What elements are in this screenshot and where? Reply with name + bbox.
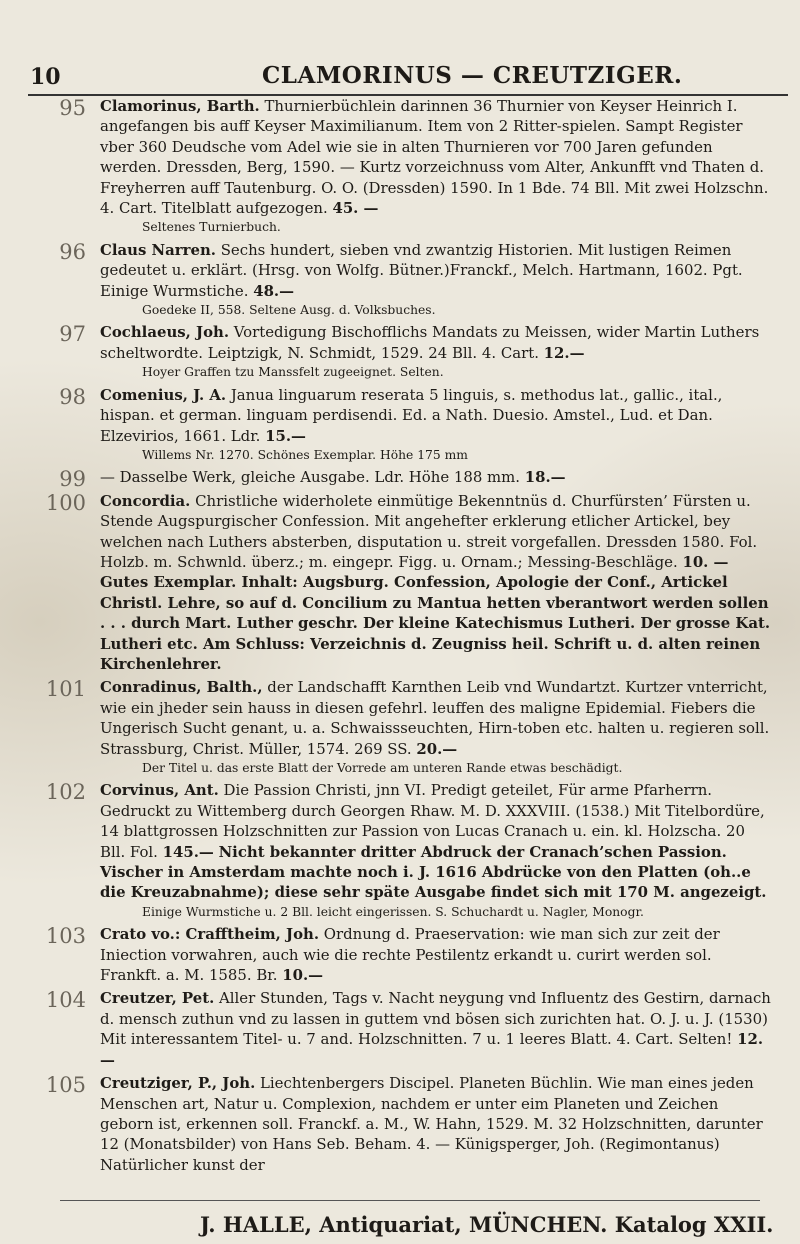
running-head: CLAMORINUS — CREUTZIGER. (262, 62, 683, 89)
entry-description: Nicht bekannter dritter Abdruck der Cranach’schen Passion. Vischer in Amsterdam machte noch i. J. 1616 Abdrücke von den Platten (oh..e die Kreuzabnahme); diese sehr späte Ausgabe findet sich mit 170 M. angezeigt. (100, 842, 767, 902)
entry-number: 97 (59, 322, 86, 347)
catalog-entry (0, 96, 800, 237)
footer-rule (60, 1200, 760, 1201)
entry-body (100, 491, 772, 675)
entry-body (100, 924, 772, 985)
entry-title: Ordnung d. Praeservation: wie man sich zur zeit der Iniection vorwahren, auch wie die rechte Pestilentz erkandt u. curirt werden sol. Frankft. a. M. 1585. Br. (100, 925, 720, 985)
catalog-entry (0, 677, 800, 777)
entry-title: Die Passion Christi, jnn VI. Predigt geteilet, Für arme Pfarherrn. Gedruckt zu Wittemberg durch Georgen Rhaw. M. D. XXXVIII. (1538.) Mit Titelbordüre, 14 blattgrossen Holzschnitten zur Passion von Lucas Cranach u. ein. kl. Holzscha. 20 Bll. Fol. (100, 781, 765, 861)
entry-author: Comenius, J. A. (100, 385, 227, 404)
entry-body (100, 96, 772, 218)
entry-author: Claus Narren. (100, 240, 216, 259)
entry-body (100, 240, 772, 301)
entry-list (0, 96, 800, 1178)
entry-note: Hoyer Graffen tzu Manssfelt zugeeignet. Selten. (142, 365, 444, 380)
entry-number: 95 (59, 96, 86, 120)
catalog-entry (0, 988, 800, 1070)
entry-title: der Landschafft Karnthen Leib vnd Wundartzt. Kurtzer vnterricht, wie ein jheder sein hauss in diesen gefehrl. leuffen des maligne Epidemial. Fiebers die Ungerisch Sucht genant, u. a. Schwaissseuchten, Hirn-toben etc. halten u. regieren soll. Strassburg, Christ. Müller, 1574. 269 SS. (100, 678, 770, 758)
entry-note: Goedeke II, 558. Seltene Ausg. d. Volksbuches. (142, 303, 436, 318)
entry-number: 99 (59, 467, 86, 492)
entry-price: 145.— (162, 842, 214, 861)
entry-number: 96 (59, 239, 86, 264)
entry-price: 18.— (524, 468, 566, 487)
catalog-entry (0, 240, 800, 320)
entry-number: 98 (59, 384, 86, 409)
entry-title: Christliche widerholete einmütige Bekenntnüs d. Churfürsten’ Fürsten u. Stende Augspurgischer Confession. Mit angehefter erklerung etlicher Artickel, bey welchen nach Luthers absterben, disputation u. streit vorgefallen. Dressden 1580. Fol. Holzb. m. Schwnld. überz.; m. eingepr. Figg. u. Ornam.; Messing-Beschläge. (100, 491, 758, 571)
entry-body (100, 467, 772, 487)
entry-author: Corvinus, Ant. (100, 781, 219, 800)
entry-title: Thurnierbüchlein darinnen 36 Thurnier von Keyser Heinrich I. angefangen bis auff Keyser Maximilianum. Item von 2 Ritter-spielen. Sampt Register vber 360 Deudsche vom Adel wie sie in alten Thurnieren vor 700 Jaren gefunden werden. Dressden, Berg, 1590. — Kurtz vorzeichnuss vom Alter, Ankunfft vnd Thaten d. Freyherren auff Tautenburg. O. O. (Dressden) 1590. In 1 Bde. 74 Bll. Mit zwei Holzschn. 4. Cart. Titelblatt aufgezogen. (100, 97, 769, 218)
page-footer (0, 1198, 800, 1244)
entry-price: 48.— (253, 281, 294, 300)
entry-title: Vortedigung Bischofflichs Mandats zu Meissen, wider Martin Luthers scheltwordte. Leiptzigk, N. Schmidt, 1529. 24 Bll. 4. Cart. (100, 323, 760, 362)
entry-title: Janua linguarum reserata 5 linguis, s. methodus lat., gallic., ital., hispan. et german. linguam perdisendi. Ed. a Nath. Duesio. Amstel., Lud. et Dan. Elzevirios, 1661. Ldr. (100, 385, 723, 445)
entry-number: 102 (45, 780, 86, 805)
entry-body (100, 780, 772, 902)
entry-title: Aller Stunden, Tags v. Nacht neygung vnd Influentz des Gestirn, darnach d. mensch zuthun vnd zu lassen in guttem vnd bösen sich zurichten hat. O. J. u. J. (1530) Mit interessantem Titel- u. 7 and. Holzschnitten. 7 u. 1 leeres Blatt. 4. Cart. Selten! (100, 989, 771, 1049)
catalog-entry (0, 385, 800, 465)
entry-author: Cochlaeus, Joh. (100, 323, 230, 342)
catalog-entry (0, 924, 800, 985)
entry-number: 105 (45, 1073, 86, 1098)
entry-body (100, 677, 772, 759)
entry-price: 10. — (682, 552, 729, 571)
entry-title: Sechs hundert, sieben vnd zwantzig Historien. Mit lustigen Reimen gedeutet u. erklärt. (Hrsg. von Wolfg. Bütner.)Franckf., Melch. Hartmann, 1602. Pgt. Einige Wurmstiche. (100, 240, 743, 300)
entry-number: 103 (45, 924, 86, 949)
entry-body (100, 988, 772, 1070)
page-header (0, 6, 800, 90)
entry-body (100, 1073, 772, 1175)
entry-number: 100 (45, 490, 86, 515)
entry-body (100, 322, 772, 363)
entry-note: Seltenes Turnierbuch. (142, 220, 281, 235)
page-number: 10 (30, 64, 61, 90)
entry-price: 20.— (416, 739, 458, 758)
entry-description: Gutes Exemplar. Inhalt: Augsburg. Confession, Apologie der Conf., Artickel Christl. Lehre, so auf d. Concilium zu Mantua hetten vberantwort werden sollen . . . durch Mart. Luther geschr. Der kleine Katechismus Lutheri. Der grosse Kat. Lutheri etc. Am Schluss: Verzeichnis d. Zeugniss heil. Schrift u. d. alten reinen Kirchenlehrer. (100, 573, 771, 673)
catalog-entry (0, 491, 800, 675)
entry-note: Willems Nr. 1270. Schönes Exemplar. Höhe 175 mm (142, 447, 468, 462)
catalog-entry (0, 467, 800, 492)
entry-note: Einige Wurmstiche u. 2 Bll. leicht eingerissen. S. Schuchardt u. Nagler, Monogr. (142, 904, 644, 919)
entry-price: 45. — (332, 199, 379, 218)
catalog-entry (0, 1073, 800, 1175)
catalog-entry (0, 780, 800, 921)
entry-number: 104 (45, 988, 86, 1013)
entry-price: 12.— (100, 1030, 764, 1069)
catalog-entry (0, 322, 800, 381)
entry-title: Liechtenbergers Discipel. Planeten Büchlin. Wie man eines jeden Menschen art, Natur u. Complexion, nachdem er unter eim Planeten und Zeichen geborn ist, erkennen soll. Franckf. a. M., W. Hahn, 1529. M. 32 Holzschnitten, darunter 12 (Monatsbilder) von Hans Seb. Beham. 4. — Künigsperger, Joh. (Regimontanus) Natürlicher kunst der (100, 1074, 763, 1174)
entry-price: 12.— (543, 343, 585, 362)
entry-number: 101 (45, 677, 86, 702)
entry-author: Crato vo.: Crafftheim, Joh. (100, 925, 320, 944)
entry-author: Clamorinus, Barth. (100, 97, 260, 115)
entry-body (100, 385, 772, 446)
entry-price: 10.— (282, 966, 324, 985)
entry-author: Creutziger, P., Joh. (100, 1074, 256, 1093)
entry-author: Creutzer, Pet. (100, 989, 215, 1008)
entry-title: — Dasselbe Werk, gleiche Ausgabe. Ldr. Höhe 188 mm. (100, 468, 521, 487)
entry-author: Concordia. (100, 491, 191, 510)
entry-author: Conradinus, Balth., (100, 678, 263, 697)
footer-imprint: J. HALLE, Antiquariat, MÜNCHEN. Katalog XXII. (200, 1212, 774, 1237)
entry-note: Der Titel u. das erste Blatt der Vorrede am unteren Rande etwas beschädigt. (142, 761, 623, 775)
entry-price: 15.— (265, 426, 306, 445)
